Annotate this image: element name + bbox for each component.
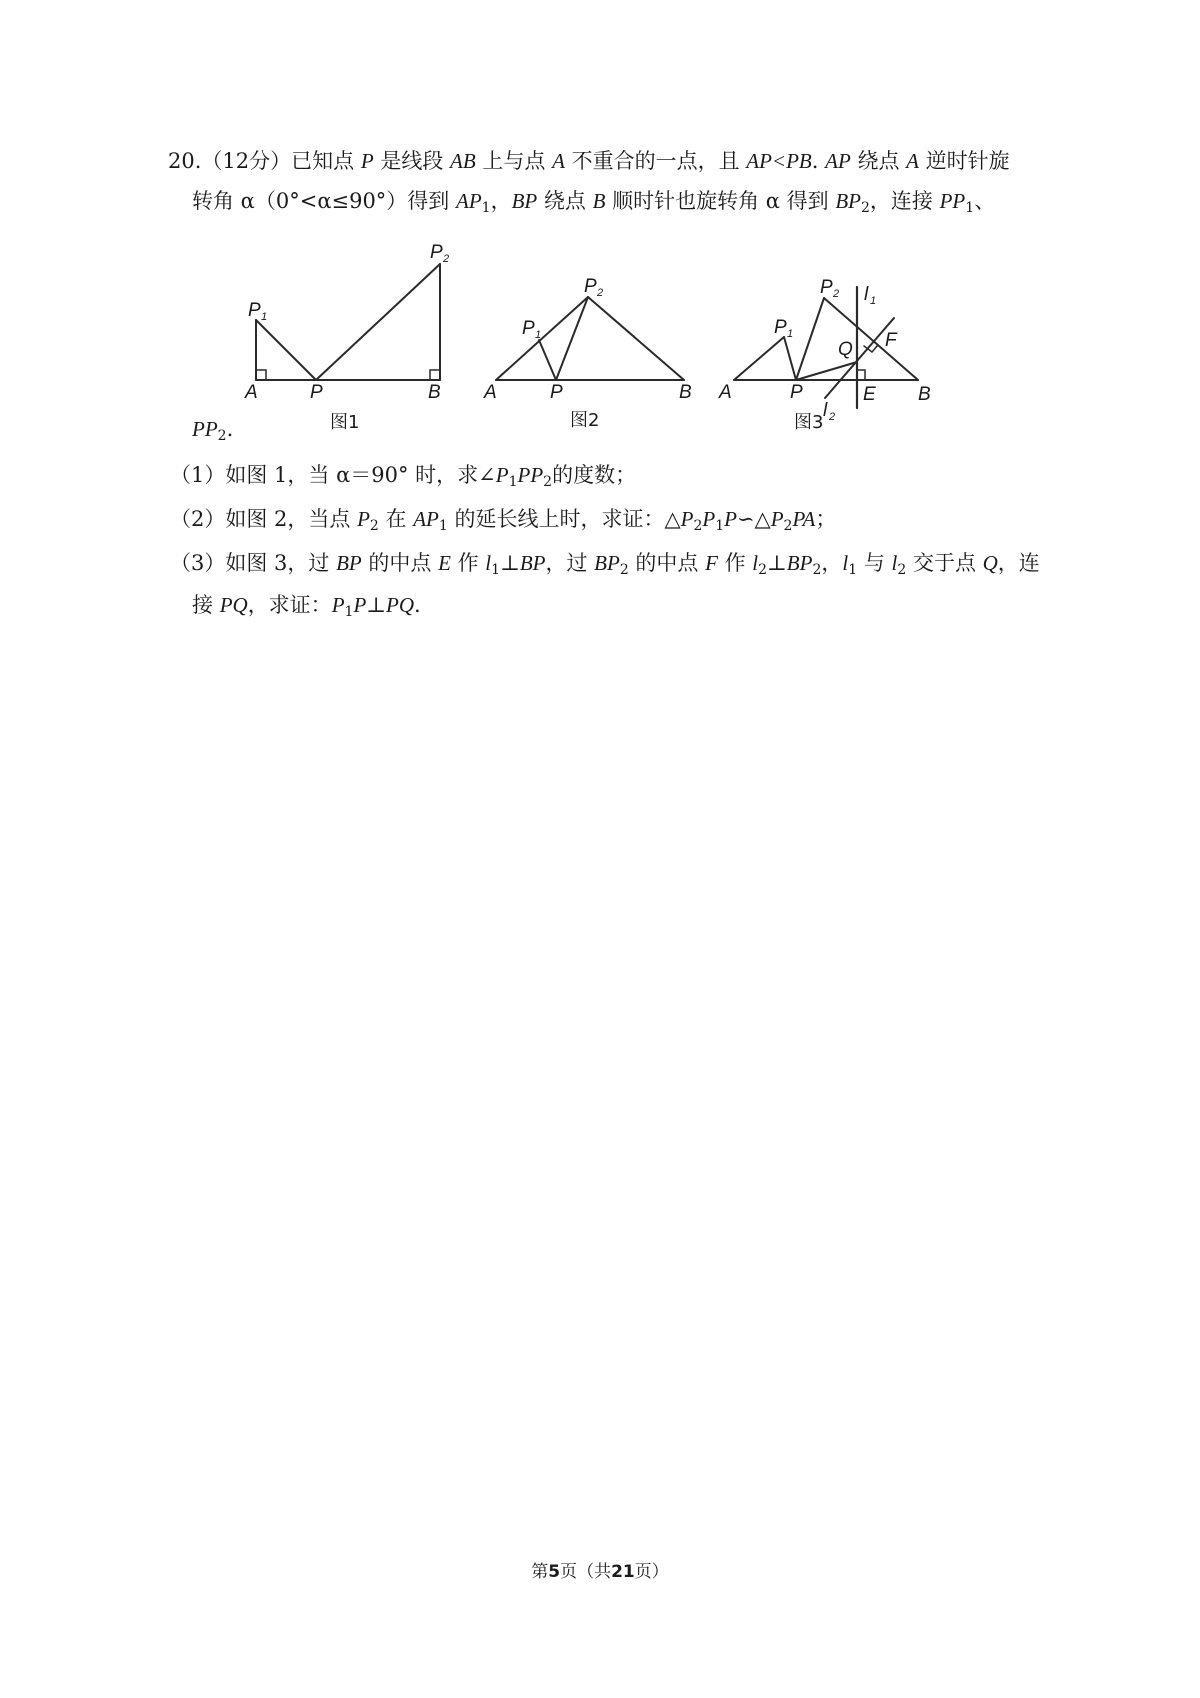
problem-text: 顺时针也旋转角 α 得到 bbox=[612, 189, 829, 213]
subscript: 1 bbox=[491, 562, 501, 578]
label-A: A bbox=[484, 382, 497, 403]
question-text: 如图 2，当点 bbox=[225, 507, 358, 531]
label-B: B bbox=[679, 382, 692, 403]
var: PP bbox=[517, 463, 544, 487]
question-text: 的度数； bbox=[552, 463, 637, 487]
problem-text: 绕点 bbox=[857, 149, 900, 173]
var: BP bbox=[786, 551, 813, 575]
segment-PP2 bbox=[796, 298, 824, 380]
figure-3-caption: 图3 bbox=[794, 412, 824, 433]
page-number: 5 bbox=[548, 1562, 561, 1582]
question-2 bbox=[170, 504, 836, 534]
var: PQ bbox=[219, 593, 248, 617]
question-text: ⊥ bbox=[366, 593, 387, 617]
subscript: 1 bbox=[481, 200, 491, 216]
question-text: ，连 bbox=[997, 551, 1040, 575]
problem-text: 转角 α（0°<α≤90°）得到 bbox=[192, 189, 450, 213]
label-F: F bbox=[885, 330, 897, 351]
subscript: 2 bbox=[693, 518, 703, 534]
var: l bbox=[842, 551, 849, 575]
question-text: 接 bbox=[192, 593, 220, 617]
figure-1-caption: 图1 bbox=[330, 412, 360, 433]
footer-text: 页（共 bbox=[560, 1562, 612, 1582]
segment-P1P bbox=[256, 320, 316, 380]
question-text: 作 bbox=[717, 551, 753, 575]
problem-number: 20. bbox=[168, 149, 202, 173]
label-P2: P bbox=[584, 276, 597, 297]
question-text: ； bbox=[815, 507, 837, 531]
question-text: 的延长线上时，求证：△ bbox=[447, 507, 681, 531]
question-3 bbox=[170, 548, 1040, 578]
figure-2-caption: 图2 bbox=[570, 410, 600, 431]
var-BP: BP bbox=[511, 189, 538, 213]
label-l1: l bbox=[864, 284, 869, 305]
question-3-line-2 bbox=[192, 590, 421, 620]
question-text: 在 bbox=[378, 507, 414, 531]
segment-BP2 bbox=[588, 297, 684, 380]
question-number: （1） bbox=[170, 463, 226, 487]
var: BP bbox=[594, 551, 620, 575]
question-text: 的中点 bbox=[628, 551, 706, 575]
label-P: P bbox=[550, 382, 563, 403]
question-text: ，过 bbox=[545, 551, 595, 575]
question-text: 如图 1，当 α＝90° 时，求∠ bbox=[225, 463, 496, 487]
label-P: P bbox=[310, 382, 323, 403]
label-P1-sub: 1 bbox=[261, 311, 268, 323]
question-number: （3） bbox=[170, 551, 226, 575]
label-E: E bbox=[863, 384, 876, 405]
var: BP bbox=[336, 551, 362, 575]
question-text: ， bbox=[821, 551, 843, 575]
var: P bbox=[724, 507, 737, 531]
subscript: 1 bbox=[438, 518, 448, 534]
label-P2-sub: 2 bbox=[833, 288, 840, 300]
subscript: 1 bbox=[848, 562, 858, 578]
question-text: . bbox=[414, 593, 421, 617]
label-B: B bbox=[918, 384, 931, 405]
segment-PP2 bbox=[556, 297, 588, 380]
var: Q bbox=[982, 551, 998, 575]
problem-text: ，连接 bbox=[869, 189, 933, 213]
footer-text: 第 bbox=[531, 1562, 549, 1582]
subscript: 2 bbox=[758, 562, 768, 578]
segment-PP2 bbox=[316, 264, 440, 380]
label-P1-sub: 1 bbox=[787, 328, 794, 340]
question-text: 的中点 bbox=[361, 551, 439, 575]
question-text: ⊥ bbox=[767, 551, 787, 575]
label-P1: P bbox=[774, 317, 787, 338]
label-l2: l bbox=[823, 400, 828, 421]
var-AP-lt-PB: AP<PB bbox=[746, 149, 812, 173]
label-P2-sub: 2 bbox=[597, 287, 604, 299]
segment-AP1 bbox=[734, 337, 784, 380]
var: P bbox=[495, 463, 509, 487]
total-pages: 21 bbox=[611, 1562, 635, 1582]
problem-text: 上与点 bbox=[482, 149, 546, 173]
var-AB: AB bbox=[450, 149, 476, 173]
segment-AP2 bbox=[496, 297, 588, 380]
var: P bbox=[357, 507, 370, 531]
problem-text: 是线段 bbox=[380, 149, 444, 173]
problem-text: 已知点 bbox=[291, 149, 355, 173]
right-angle-mark-A bbox=[256, 370, 266, 380]
subscript: 2 bbox=[783, 518, 793, 534]
subscript: 2 bbox=[543, 474, 553, 490]
var: l bbox=[752, 551, 759, 575]
label-P: P bbox=[790, 382, 803, 403]
question-text: 与 bbox=[857, 551, 892, 575]
question-text: 如图 3，过 bbox=[225, 551, 337, 575]
label-l2-sub: 2 bbox=[829, 411, 836, 423]
problem-text: . bbox=[811, 149, 819, 173]
var: P bbox=[331, 593, 345, 617]
subscript: 2 bbox=[217, 428, 227, 444]
label-Q: Q bbox=[838, 339, 853, 360]
subscript: 1 bbox=[715, 518, 725, 534]
subscript: 1 bbox=[965, 200, 975, 216]
var-PP2: PP bbox=[192, 417, 218, 441]
var: P bbox=[770, 507, 784, 531]
label-A: A bbox=[245, 382, 258, 403]
var: E bbox=[438, 551, 451, 575]
question-text: ∽△ bbox=[736, 507, 771, 531]
var-AP: AP bbox=[825, 149, 851, 173]
var: BP bbox=[519, 551, 546, 575]
subscript: 1 bbox=[508, 474, 518, 490]
label-P2: P bbox=[820, 277, 833, 298]
question-text: ⊥ bbox=[500, 551, 520, 575]
question-text: ，求证： bbox=[247, 593, 332, 617]
var: AP bbox=[413, 507, 439, 531]
var: P bbox=[353, 593, 367, 617]
var-A: A bbox=[906, 149, 919, 173]
var: PQ bbox=[386, 593, 415, 617]
var-PP1: PP bbox=[939, 189, 966, 213]
var: F bbox=[705, 551, 718, 575]
label-B: B bbox=[428, 382, 441, 403]
right-angle-mark-E bbox=[857, 370, 865, 380]
label-l1-sub: 1 bbox=[870, 295, 877, 307]
problem-text: . bbox=[226, 417, 234, 441]
problem-text: 不重合的一点，且 bbox=[571, 149, 740, 173]
right-angle-mark-B bbox=[430, 370, 440, 380]
label-P1: P bbox=[522, 318, 535, 339]
var: P bbox=[680, 507, 694, 531]
problem-text: 逆时针旋 bbox=[925, 149, 1010, 173]
problem-text: ， bbox=[490, 189, 512, 213]
problem-text: 绕点 bbox=[543, 189, 586, 213]
question-text: 交于点 bbox=[906, 551, 983, 575]
question-1 bbox=[170, 460, 636, 490]
var-BP2: BP bbox=[835, 189, 861, 213]
var-B: B bbox=[592, 189, 606, 213]
var-A: A bbox=[552, 149, 565, 173]
problem-score: （12分） bbox=[201, 149, 292, 173]
subscript: 2 bbox=[812, 562, 822, 578]
var: P bbox=[702, 507, 716, 531]
question-number: （2） bbox=[170, 507, 226, 531]
var: PA bbox=[792, 507, 816, 531]
subscript: 1 bbox=[344, 604, 354, 620]
segment-P1P bbox=[539, 340, 556, 380]
label-P1: P bbox=[248, 300, 261, 321]
page-footer bbox=[0, 1557, 1200, 1582]
footer-text: 页） bbox=[634, 1562, 669, 1582]
var: l bbox=[485, 551, 492, 575]
label-P2: P bbox=[430, 242, 443, 263]
subscript: 2 bbox=[369, 518, 379, 534]
subscript: 2 bbox=[861, 200, 870, 216]
segment-P1P bbox=[784, 337, 796, 380]
question-text: 作 bbox=[450, 551, 486, 575]
figure-1 bbox=[256, 264, 440, 380]
label-A: A bbox=[719, 382, 732, 403]
var-P: P bbox=[360, 149, 374, 173]
subscript: 2 bbox=[619, 562, 629, 578]
label-P1-sub: 1 bbox=[535, 329, 542, 341]
var-AP1: AP bbox=[456, 189, 482, 213]
subscript: 2 bbox=[897, 562, 907, 578]
problem-text: 、 bbox=[974, 189, 996, 213]
label-P2-sub: 2 bbox=[443, 253, 450, 265]
var: l bbox=[891, 551, 898, 575]
